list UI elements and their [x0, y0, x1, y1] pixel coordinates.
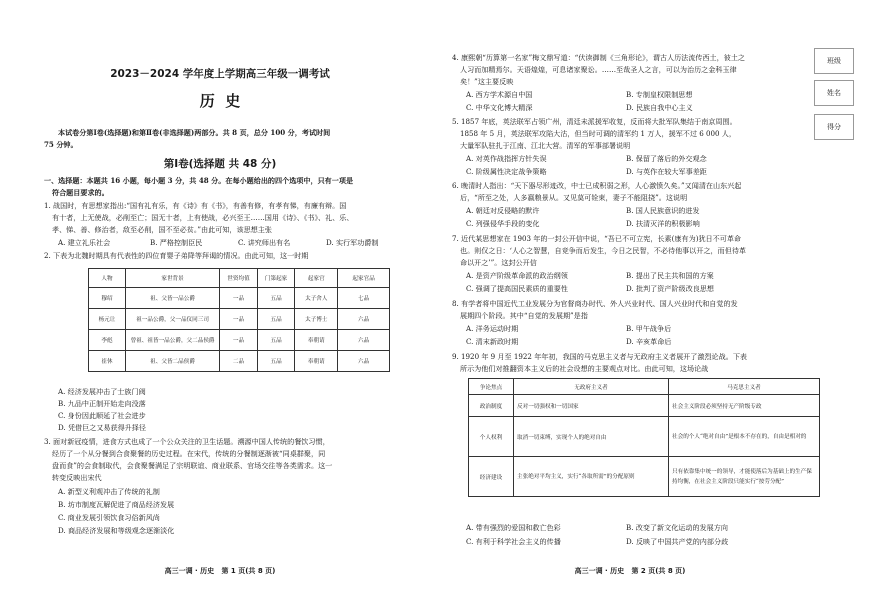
q6-option-a[interactable]: A. 朝廷对反侵略的默许: [466, 206, 540, 215]
q2-line-1: 2. 下表为北魏时期具有代表性的四位育婴子弟降等拜谒的情况。由此可知，这一时期: [44, 251, 309, 260]
q4-line-2: 人习而加精焉尔。天语煌煌，可息诸家聚讼。……至哉圣人之言，可以为治历之金科玉律: [460, 65, 737, 74]
q9-line-1: 9. 1920 年 9 月至 1922 年年初，我国的马克思主义者与无政府主义者展开了激烈论战。下表: [452, 352, 748, 361]
table-cell: 六品: [338, 330, 390, 351]
q5-option-c[interactable]: C. 阶级属性决定战争策略: [466, 167, 547, 176]
q1-option-c[interactable]: C. 讲究师出有名: [238, 238, 291, 247]
table-cell: 崔休: [89, 351, 126, 372]
table-row: [469, 417, 820, 457]
table-cell: 社会的个人“绝对自由”是根本不存在的，自由是相对的: [669, 417, 820, 457]
q2-option-b[interactable]: B. 九品中正制开始走向没落: [58, 399, 146, 408]
q4-line-3: 矣！”这主要反映: [460, 77, 514, 86]
table-header-cell: 马克思主义者: [669, 379, 820, 395]
table-cell: 五品: [257, 309, 295, 330]
q9-option-b[interactable]: B. 改变了新文化运动的发展方向: [626, 523, 728, 532]
table-row: [469, 395, 820, 417]
q5-line-2: 1858 年 5 月，英法联军攻陷大沽，但当时可调的清军约 1 万人，援军不过 6 000 人，: [460, 129, 736, 138]
class-field-label: 班级: [827, 57, 841, 65]
table-cell: 穆绍: [89, 288, 126, 309]
q7-line-1: 7. 近代某思想家在 1903 年的一封公开信中说，“吾已不可立宪，长素(康有为)犹日不可革命: [452, 234, 742, 243]
table-cell: 李彪: [89, 330, 126, 351]
q1-option-a[interactable]: A. 建立礼乐社会: [58, 238, 111, 247]
table-cell: 主张绝对平均主义，实行“各取所需”的分配原则: [514, 457, 669, 497]
table-cell: 一品: [220, 288, 258, 309]
q6-line-1: 6. 晚清时人指出：“天下器尽形迹改，中士已成积弱之形，人心激愤久矣。”又闻清在山东兴起: [452, 181, 742, 190]
q5-line-1: 5. 1857 年底，英法联军占领广州，清廷未派援军收复，反而将大批军队集结于南京周围。: [452, 117, 737, 126]
table-cell: 六品: [338, 351, 390, 372]
table-cell: 一品: [220, 309, 258, 330]
q2-option-a[interactable]: A. 经济发展冲击了士族门阀: [58, 387, 146, 396]
q8-option-d[interactable]: D. 辛亥革命后: [626, 337, 672, 346]
q9-option-a[interactable]: A. 带有强烈的爱国和救亡色彩: [466, 523, 561, 532]
table-cell: 五品: [257, 288, 295, 309]
table-header-cell: 世资均值: [220, 269, 258, 288]
q3-line-4: 转变反映出宋代: [52, 473, 102, 482]
q5-option-d[interactable]: D. 与英作在较大军事差距: [626, 167, 707, 176]
q4-line-1: 4. 康熙朝“历算第一名家”梅文鼎写道：“伏读御制《三角形论》，谓古人历法流传西土，彼土之: [452, 53, 746, 62]
q2-option-d[interactable]: D. 凭借巨之又易获得升择径: [58, 423, 146, 432]
table-row: [89, 288, 390, 309]
q1-line-1: 1. 战国时，有思想家指出:“国有礼有乐，有《诗》有《书》，有善有修，有孝有悌，有廉有辩。国: [44, 201, 347, 210]
table-cell: 太子博士: [295, 309, 338, 330]
q5-option-a[interactable]: A. 对英作战指挥方针失误: [466, 154, 547, 163]
q8-line-1: 8. 有学者将中国近代工业发展分为官督商办时代、外人兴业时代、国人兴业时代和自觉的发: [452, 299, 738, 308]
q2-table: [88, 268, 390, 372]
table-cell: 杨元让: [89, 309, 126, 330]
table-header-cell: 起家官: [295, 269, 338, 288]
q3-option-b[interactable]: B. 坊市制度瓦解促进了商品经济发展: [58, 500, 175, 509]
score-field[interactable]: [814, 114, 854, 140]
name-field-label: 姓名: [827, 89, 841, 97]
q1-line-3: 孝、悌、善、修治者，敌至必削，国不至必贫。”由此可知，该思想主张: [52, 225, 272, 234]
instructions-line-1: 本试卷分第Ⅰ卷(选择题)和第Ⅱ卷(非选择题)两部分。共 8 页，总分 100 分，考试时间: [58, 128, 331, 137]
q2-option-c[interactable]: C. 身份因此顺延了社会进步: [58, 411, 146, 420]
section-intro-line-2: 符合题目要求的。: [52, 188, 109, 197]
table-cell: 只有依靠集中统一的领导，才能使落后为基础上的生产保持均衡，在社会主义阶段只能实行“按劳分配”: [669, 457, 820, 497]
q4-option-d[interactable]: D. 民族自我中心主义: [626, 103, 693, 112]
q8-option-b[interactable]: B. 甲午战争后: [626, 324, 672, 333]
table-cell: 曾祖、祖皆一品公爵，父二品侯爵: [125, 330, 219, 351]
q6-option-b[interactable]: B. 国人民族意识的进发: [626, 206, 700, 215]
table-cell: 五品: [257, 330, 295, 351]
q9-table: [468, 378, 820, 497]
name-field[interactable]: [814, 80, 854, 106]
instructions-line-2: 75 分钟。: [44, 140, 78, 149]
section-title: 第Ⅰ卷(选择题 共 48 分): [163, 158, 277, 170]
q3-option-c[interactable]: C. 商业发展引领饮食习俗新风尚: [58, 513, 160, 522]
table-row: [89, 309, 390, 330]
q9-option-c[interactable]: C. 有利于科学社会主义的传播: [466, 537, 561, 546]
table-row: [89, 330, 390, 351]
page-2: [440, 0, 870, 599]
table-cell: 七品: [338, 288, 390, 309]
table-cell: 祖一品公爵，父一品仪同三司: [125, 309, 219, 330]
table-row: [89, 351, 390, 372]
table-cell: 反对一切强权和一切国家: [514, 395, 669, 417]
score-field-label: 得分: [827, 123, 841, 131]
page-2-footer: 高三一调 · 历史 第 2 页(共 8 页): [574, 567, 686, 575]
q7-line-3: 命以开之’”。这封公开信: [460, 258, 537, 267]
table-header-cell: 门第起家: [257, 269, 295, 288]
exam-title: 2023－2024 学年度上学期高三年级一调考试: [110, 68, 330, 80]
q1-line-2: 有十者，上无使战，必削至亡；国无十者，上有使战，必兴至王……国用《诗》、《书》、礼、乐、: [52, 213, 354, 222]
q3-line-1: 3. 面对新冠疫情，进食方式也成了一个公众关注的卫生话题。溯源中国人传统的餐饮习惯，: [44, 437, 330, 446]
table-row: [469, 457, 820, 497]
q1-option-d[interactable]: D. 实行军功爵制: [326, 238, 379, 247]
q4-option-c[interactable]: C. 中华文化博大精深: [466, 103, 533, 112]
page-1-footer: 高三一调 · 历史 第 1 页(共 8 页): [164, 567, 276, 575]
table-cell: 祖、父皆一品公爵: [125, 288, 219, 309]
table-header-row: [469, 379, 820, 395]
table-cell: 个人权利: [469, 417, 514, 457]
table-cell: 经济建设: [469, 457, 514, 497]
q7-option-d[interactable]: D. 批判了资产阶级改良思想: [626, 284, 714, 293]
q7-option-a[interactable]: A. 是资产阶级革命派的政治纲领: [466, 271, 568, 280]
section-intro-line-1: 一、选择题：本题共 16 小题，每小题 3 分，共 48 分。在每小题给出的四个选项中，只有一项是: [44, 176, 354, 185]
q8-option-c[interactable]: C. 清末新政时期: [466, 337, 519, 346]
table-cell: 祖、父皆二品侯爵: [125, 351, 219, 372]
q5-line-3: 大量军队驻扎于江南、江北大营。清军的军事部署说明: [460, 141, 631, 150]
q6-option-c[interactable]: C. 列强侵华手段的变化: [466, 219, 540, 228]
subject-title: 历 史: [199, 92, 241, 110]
q3-option-a[interactable]: A. 新型义利观冲击了传统的礼制: [58, 487, 160, 496]
q9-option-d[interactable]: D. 反映了中国共产党的内部分歧: [626, 537, 729, 546]
table-header-cell: 无政府主义者: [514, 379, 669, 395]
table-cell: 二品: [220, 351, 258, 372]
table-header-cell: 人物: [89, 269, 126, 288]
q9-line-2: 所示为他们对推翻资本主义后的社会设想的主要观点对比。由此可知，这场论战: [460, 364, 709, 373]
table-header-cell: 家世背景: [125, 269, 219, 288]
table-cell: 取消一切束缚，实现个人的绝对自由: [514, 417, 669, 457]
q4-option-b[interactable]: B. 专制皇权限制思想: [626, 90, 693, 99]
q5-option-b[interactable]: B. 保留了落后的外交观念: [626, 154, 707, 163]
table-cell: 政治制度: [469, 395, 514, 417]
class-field[interactable]: [814, 48, 854, 74]
q8-line-2: 展期四个阶段。其中“自觉的发展期”是指: [460, 311, 588, 320]
table-header-row: [89, 269, 390, 288]
table-cell: 六品: [338, 309, 390, 330]
q7-line-2: 也。则仅之日：‘人心之智慧，自竞争而后发生，今日之民智，不必待他事以开之，而但待革: [460, 246, 747, 255]
table-header-cell: 争论焦点: [469, 379, 514, 395]
q6-line-2: 后，“所至之处，人多嬴粮景从。又见莫可铨束，妻子不能阻挠”。这说明: [460, 193, 688, 202]
q4-option-a[interactable]: A. 西方学术源自中国: [466, 90, 533, 99]
q3-option-d[interactable]: D. 商品经济发展和等级观念逐渐淡化: [58, 526, 175, 535]
q6-option-d[interactable]: D. 扶清灭洋的积极影响: [626, 219, 700, 228]
table-cell: 五品: [257, 351, 295, 372]
q1-option-b[interactable]: B. 严格控制臣民: [150, 238, 203, 247]
q3-line-3: 盘而食”的会食制取代，会食聚餐满足了宗明联谊、商业联系、官场交往等各类需求。这一: [52, 461, 333, 470]
q7-option-c[interactable]: C. 强调了提高国民素质的重要性: [466, 284, 568, 293]
table-cell: 太子舍人: [295, 288, 338, 309]
table-cell: 社会主义阶段必须坚持无产阶级专政: [669, 395, 820, 417]
table-header-cell: 起家官品: [338, 269, 390, 288]
q3-line-2: 经历了一个从分餐到合食聚餐的历史过程。在宋代，传统的分餐制逐渐被“同桌群聚，同: [52, 449, 326, 458]
q7-option-b[interactable]: B. 提出了民主共和国的方案: [626, 271, 714, 280]
table-cell: 奉朝请: [295, 351, 338, 372]
q8-option-a[interactable]: A. 洋务运动时期: [466, 324, 519, 333]
table-cell: 奉朝请: [295, 330, 338, 351]
table-cell: 一品: [220, 330, 258, 351]
